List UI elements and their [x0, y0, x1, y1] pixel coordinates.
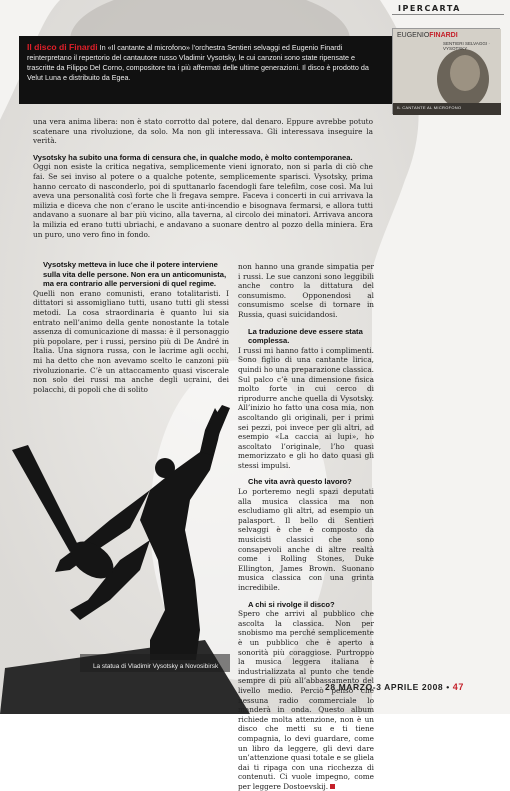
intro-column: [33, 117, 373, 239]
album-cover-title: IL CANTANTE AL MICROFONO: [397, 105, 462, 110]
answer-4: Lo porteremo negli spazi deputati alla musica classica ma non escludiamo gli altri, ad esempio un palasport. Il bello di Sentieri selvaggi è che è composto da musicisti classici che sono consapevoli anche di altre realtà come i Rolling Stones, Duke Ellington, James Brown. Suonano musica classica con una grinta incredibile.: [238, 487, 374, 592]
answer-5: Spero che arrivi al pubblico che ascolta la classica. Non per snobismo ma perché semplicemente è un pubblico che è aperto a sonorità più coraggiose. Purtroppo la musica leggera italiana è industrializzata al punto che tende sempre di più all’abbassamento del livello medio. Perciò penso che nessuna radio commerciale lo manderà in onda. Questo album richiede molta attenzione, non è un disco che metti su e ti tiene compagnia, lo devi guardare, come un libro da leggere, gli devi dare un’attenzione quasi totale e se gliela dai ti ripaga con una ricchezza di contenuti. Ci vuole impegno, come per leggere Dostoevskij.: [238, 609, 374, 791]
question-1: Vysotsky ha subito una forma di censura che, in qualche modo, è molto contemporanea.: [33, 152, 353, 162]
answer-1: Oggi non esiste la critica negativa, semplicemente vieni ignorato, non si parla di ciò che fai. Se sei inviso al potere o a qualche potente, semplicemente sparisci. Vysotsky, prima hanno cercato di nasconderlo, poi di sputtanarlo facendogli fare telefilm, cose così. Ma lui aveva una personalità così forte che li fregava sempre. Faceva i concerti in cui arrivava la milizia e diceva che non c’erano le uscite anti-incendio e bisognava fermarsi, e allora tutti andavano a suonare al bar più vicino, alla taverna, al circolo dei minatori. Arrivava ancora la milizia ed erano tutti ubriachi, e andavano a suonare dentro al pozzo della miniera. Era un puro, uno vero fino in fondo.: [33, 162, 373, 239]
album-cover: [392, 28, 500, 114]
answer-2: Quelli non erano comunisti, erano totalitaristi. I dittatori si assomigliano tutti, usano tutti gli stessi metodi. La cosa straordinaria è quanto lui sia entrato nell’animo della gente nonostante la totale assenza di comunicazione di massa: è il personaggio più popolare, per i russi, persino più di De André in Italia. Una signora russa, con le lacrime agli occhi, mi ha detto che non avevamo scelto le canzoni più rivoluzionarie. C’è un attaccamento quasi viscerale non solo dei russi ma anche degli ucraini, dei polacchi, di popoli che di solito: [33, 288, 229, 394]
question-2: Vysotsky metteva in luce che il potere interviene sulla vita delle persone. Non era un anticomunista, ma era contrario alle perversioni di quel regime.: [43, 260, 227, 289]
left-column: [33, 260, 229, 394]
footer-separator: •: [446, 682, 450, 692]
answer-2-continued: non hanno una grande simpatia per i russi. Le sue canzoni sono leggibili anche contro la dittatura del consumismo. Opponendosi al consumismo scelse di tornare in Russia, quasi suicidandosi.: [238, 262, 374, 319]
album-info-text: [27, 42, 384, 83]
question-4: Che vita avrà questo lavoro?: [248, 477, 352, 487]
question-3: La traduzione deve essere stata complessa.: [248, 326, 363, 346]
answer-3: I russi mi hanno fatto i complimenti. Sono figlio di una cantante lirica, quindi ho una preparazione classica. Sul palco c’è una dimensione fisica molto forte in cui cerco di riprodurre anche quella di Vysotsky. All’inizio ho fatto una cosa mia, non ascoltando gli originali, per i primi sei pezzi, poi invece per gli altri, ad esempio «La caccia ai lupi», ho ascoltato l’originale, l’ho quasi memorizzato e gli ho dato quasi gli stessi impulsi.: [238, 345, 374, 470]
section-label: IPERCARTA: [398, 4, 461, 13]
album-info-box: [19, 36, 392, 104]
section-rule: [392, 14, 504, 15]
album-cover-artist: EUGENIOFINARDI: [397, 32, 458, 39]
photo-caption: La statua di Vladimir Vysotsky a Novosibirsk: [93, 663, 219, 670]
issue-date: 28 MARZO-3 APRILE 2008: [325, 682, 444, 692]
album-info-body: In «Il cantante al microfono» l’orchestra Sentieri selvaggi ed Eugenio Finardi reinterpretano il repertorio del cantautore russo Vladimir Vysotsky, le cui canzoni sono state ripensate e trascritte da Filippo Del Corno, compositore tra i più affermati delle ultime generazioni. Il disco è prodotto da Velut Luna e distribuito da Egea.: [27, 43, 369, 82]
intro-paragraph: una vera anima libera: non è stato corrotto dal potere, dal denaro. Eppure avrebbe potuto scatenare una rivoluzione, da solo. Ma non gli interessava. Gli interessava inseguire la verità.: [33, 117, 373, 146]
page-number: 47: [452, 682, 464, 692]
question-5: A chi si rivolge il disco?: [248, 599, 335, 609]
album-cover-subtitle: SENTIERI SELVAGGI · VYSOTSKY: [443, 41, 490, 51]
end-mark-icon: [330, 784, 335, 789]
album-info-title: Il disco di Finardi: [27, 42, 98, 52]
right-column: [238, 262, 374, 791]
page-footer: [325, 682, 464, 692]
